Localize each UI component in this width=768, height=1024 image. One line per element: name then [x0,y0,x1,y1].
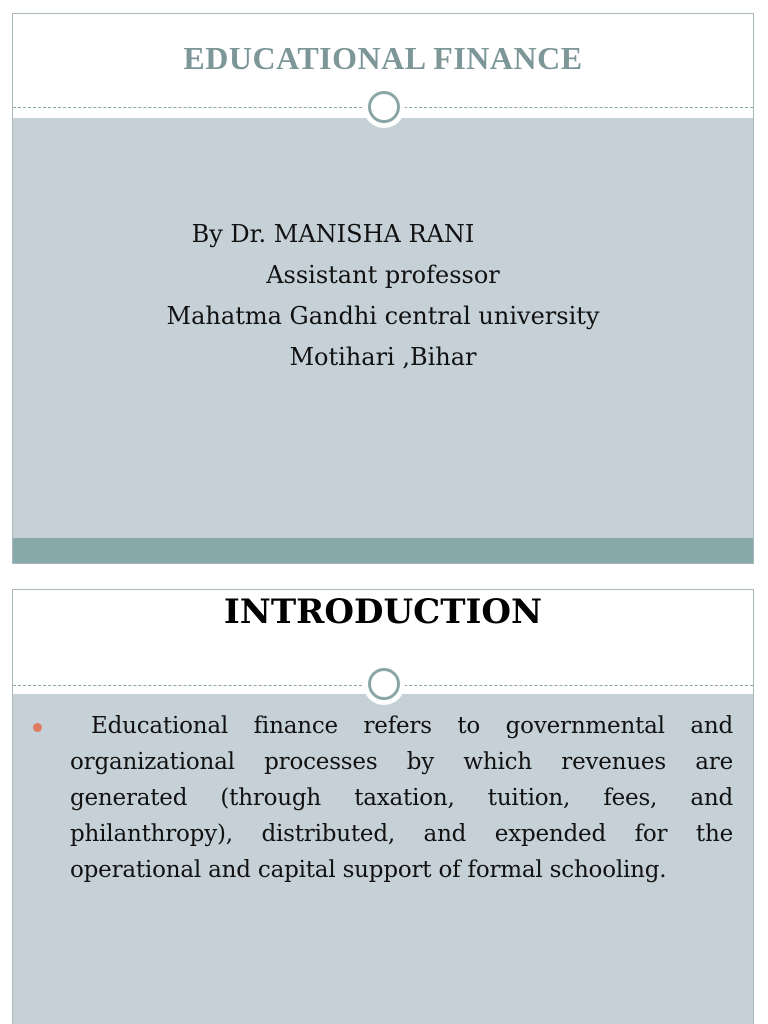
slide-title: INTRODUCTION [223,592,543,632]
bullet-item [33,708,733,888]
bullet-dot-icon [33,723,42,732]
author-location: Motihari ,Bihar [289,343,477,371]
author-position: Assistant professor [266,261,500,289]
title-slide [12,13,754,564]
slide-title: EDUCATIONAL FINANCE [183,40,583,76]
author-block [13,214,753,378]
footer-band [13,538,753,564]
bullet-text: Educational finance refers to governmental and organizational processes by which revenues are generated (through taxation, tuition, fees, and philanthropy), distributed, and expended for the operational and capital support of formal schooling. [70,713,733,883]
ring-ornament-icon [363,663,405,705]
author-university: Mahatma Gandhi central university [166,302,600,330]
author-name: By Dr. MANISHA RANI [191,220,475,248]
introduction-slide [12,589,754,1024]
ring-ornament-icon [363,86,405,128]
